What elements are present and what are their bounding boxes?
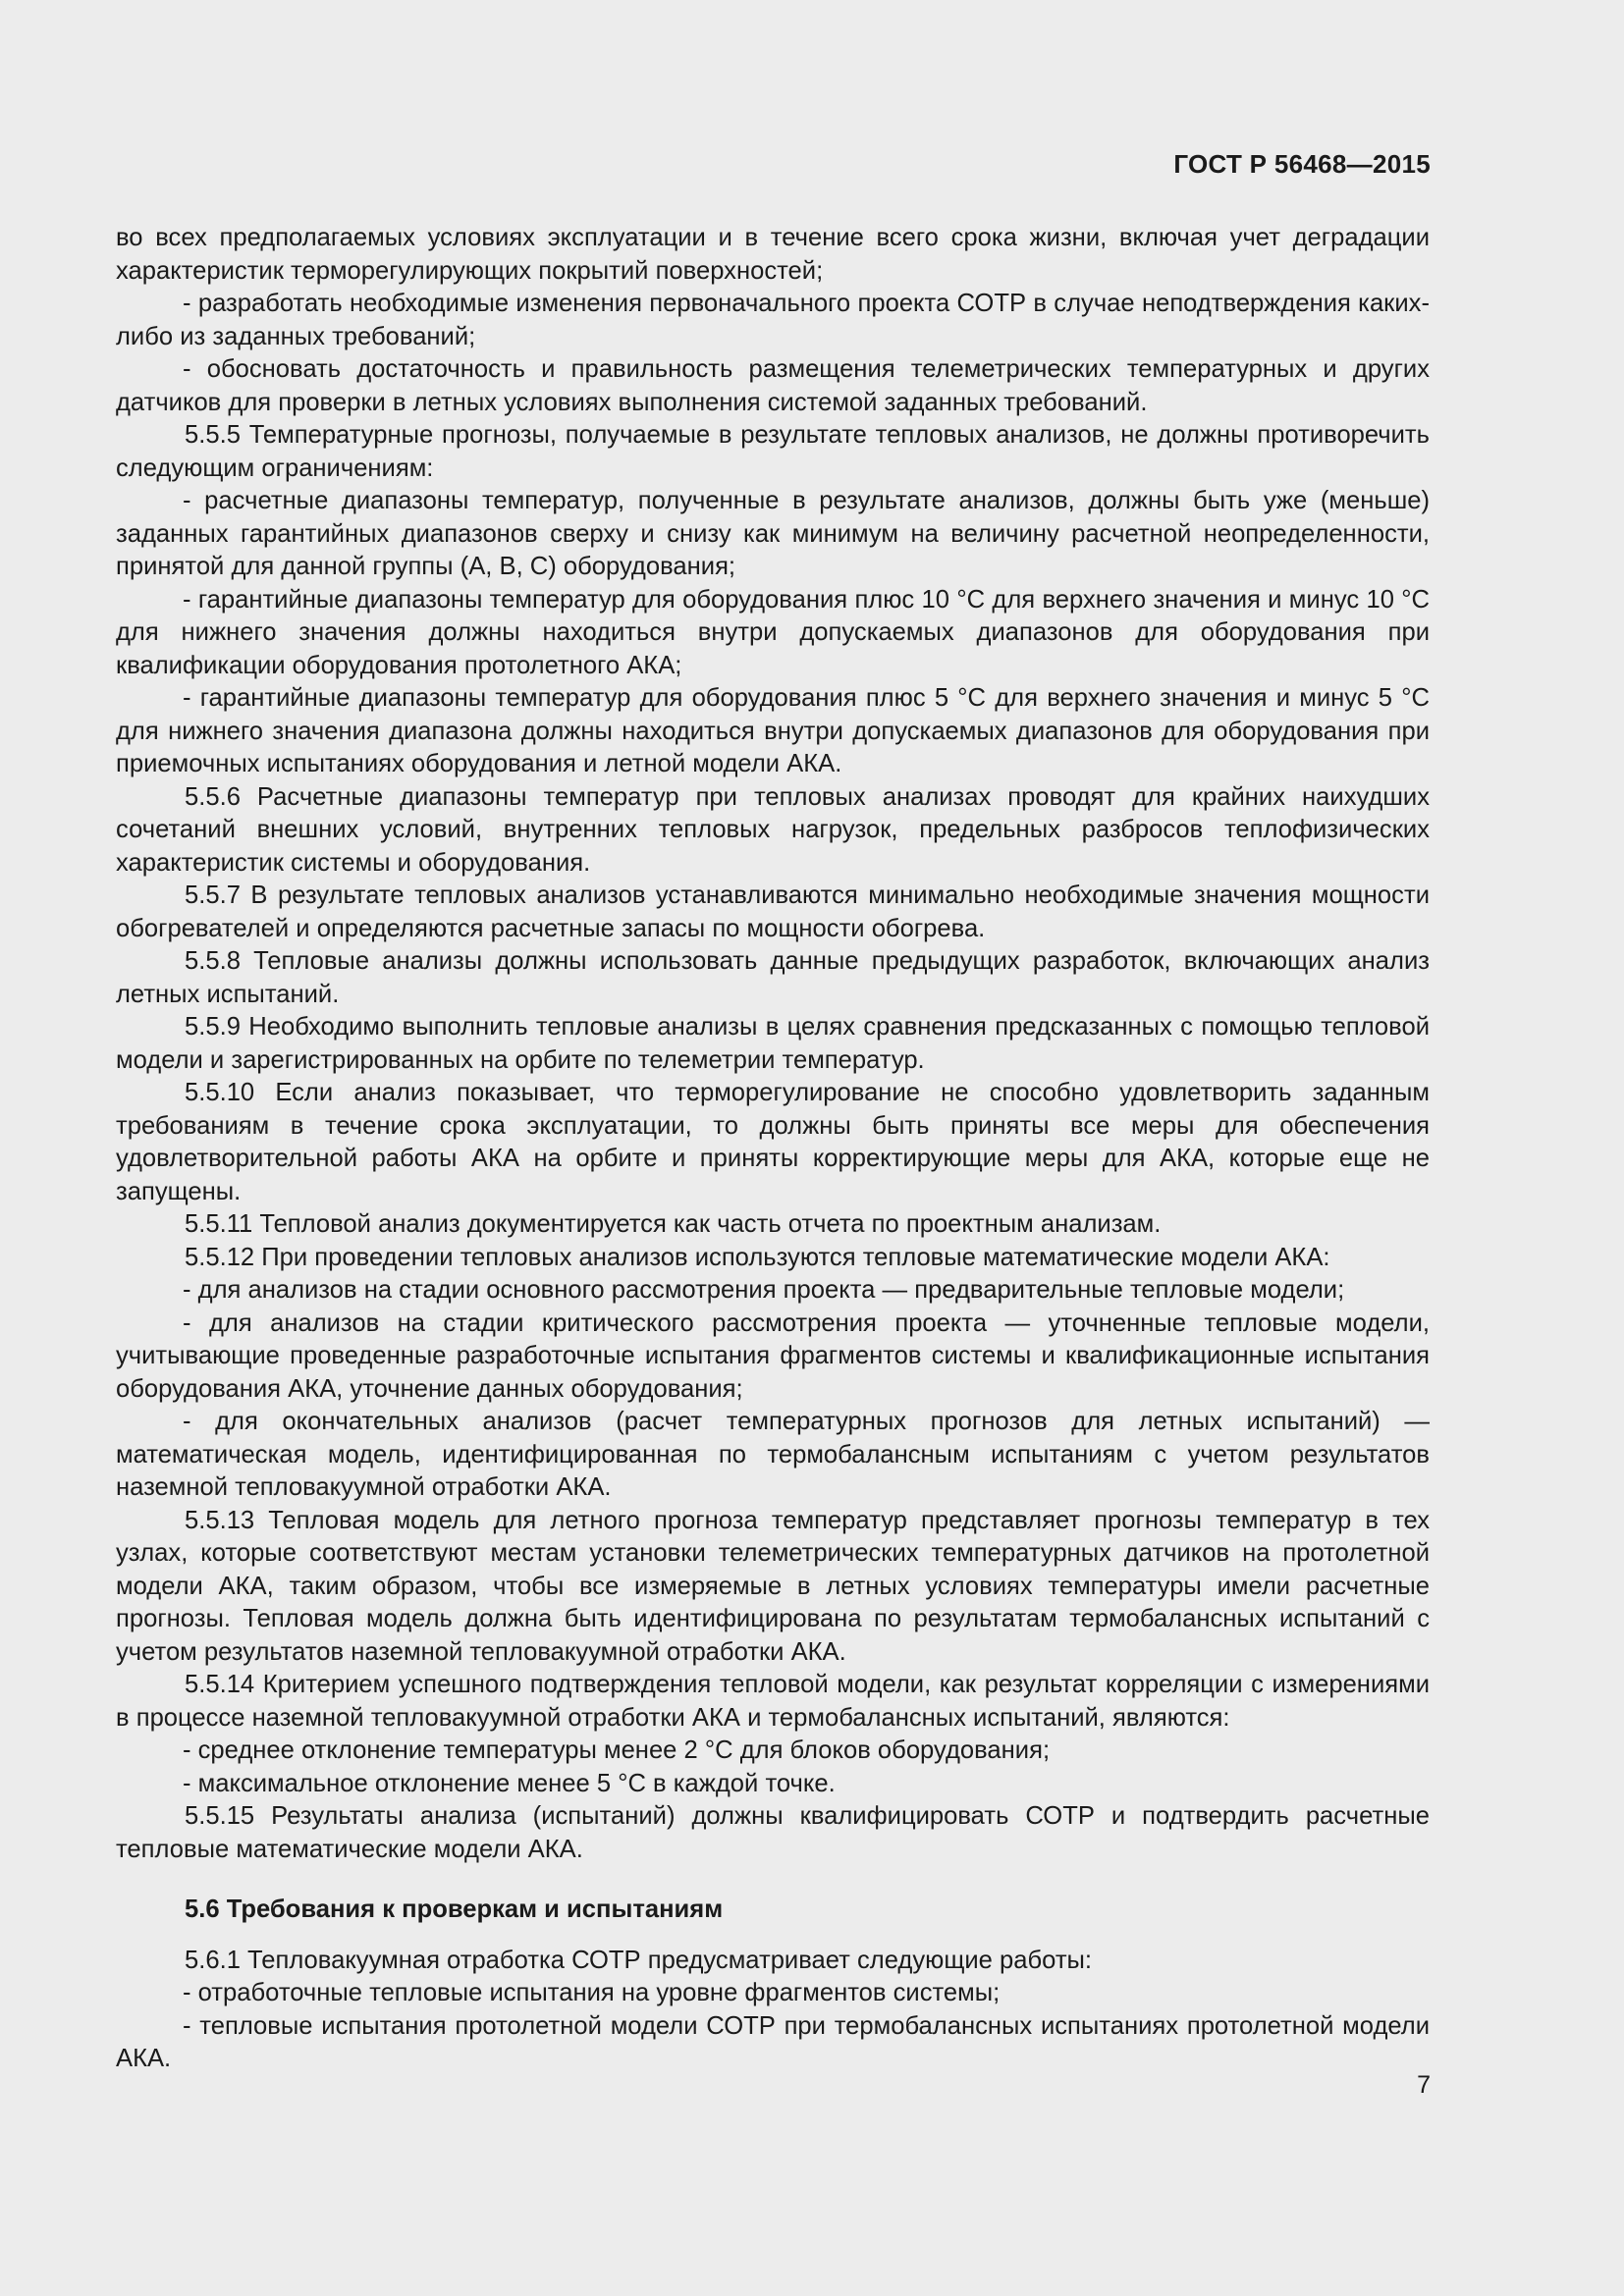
clause-5-6-1: 5.6.1 Тепловакуумная отработка СОТР предусматривает следующие работы: [185,1946,1093,1974]
clause-5-5-14: 5.5.14 Критерием успешного подтверждения тепловой модели, как результат корреляции с измерениями в процессе наземной тепловакуумной отработки АКА и термобалансных испытаний, являются: [116,1671,1430,1732]
list-item: - максимальное отклонение менее 5 °С в каждой точке. [183,1769,836,1797]
clause-5-5-10: 5.5.10 Если анализ показывает, что терморегулирование не способно удовлетворить заданным требованиям в течение срока эксплуатации, то должны быть приняты все меры для обеспечения удовлетворительной работы АКА на орбите и приняты корректирующие меры для АКА, которые еще не запущены. [116,1079,1430,1205]
clause-5-5-5: 5.5.5 Температурные прогнозы, получаемые в результате тепловых анализов, не должны противоречить следующим ограничениям: [116,421,1430,482]
list-item: - тепловые испытания протолетной модели СОТР при термобалансных испытаниях протолетной модели АКА. [116,2011,1430,2072]
list-item: - гарантийные диапазоны температур для оборудования плюс 10 °С для верхнего значения и минус 10 °С для нижнего значения должны находиться внутри допускаемых диапазонов для оборудования при квалификации оборудования протолетного АКА; [116,585,1430,679]
paragraph-continuation: во всех предполагаемых условиях эксплуатации и в течение всего срока жизни, включая учет деградации характеристик терморегулирующих покрытий поверхностей; [116,224,1430,285]
list-item: - для анализов на стадии основного рассмотрения проекта — предварительные тепловые модели; [183,1276,1345,1304]
page-number: 7 [1417,2071,1431,2099]
clause-5-5-12: 5.5.12 При проведении тепловых анализов используются тепловые математические модели АКА: [185,1243,1330,1271]
list-item: - гарантийные диапазоны температур для оборудования плюс 5 °С для верхнего значения и минус 5 °С для нижнего значения диапазона должны находиться внутри допускаемых диапазонов для оборудования при приемочных испытаниях оборудования и летной модели АКА. [116,684,1430,777]
list-item: - для анализов на стадии критического рассмотрения проекта — уточненные тепловые модели, учитывающие проведенные разработочные испытания фрагментов системы и квалификационные испытания оборудования АКА, уточнение данных оборудования; [116,1308,1430,1403]
list-item: - разработать необходимые изменения первоначального проекта СОТР в случае неподтверждения каких-либо из заданных требований; [116,290,1430,350]
list-item: - среднее отклонение температуры менее 2 °С для блоков оборудования; [183,1736,1051,1764]
clause-5-5-8: 5.5.8 Тепловые анализы должны использовать данные предыдущих разработок, включающих анализ летных испытаний. [116,947,1430,1008]
list-item: - отработочные тепловые испытания на уровне фрагментов системы; [183,1979,1001,2006]
clause-5-5-7: 5.5.7 В результате тепловых анализов устанавливаются минимально необходимые значения мощности обогревателей и определяются расчетные запасы по мощности обогрева. [116,881,1430,942]
clause-5-5-11: 5.5.11 Тепловой анализ документируется как часть отчета по проектным анализам. [185,1210,1162,1238]
clause-5-5-13: 5.5.13 Тепловая модель для летного прогноза температур представляет прогнозы температур в тех узлах, которые соответствуют местам установки телеметрических температурных датчиков на протолетной модели АКА, таким образом, чтобы все измеряемые в летных условиях температуры имели расчетные прогнозы. Тепловая модель должна быть идентифицирована по результатам термобалансных испытаний с учетом результатов наземной тепловакуумной отработки АКА. [116,1506,1430,1666]
list-item: - для окончательных анализов (расчет температурных прогнозов для летных испытаний) — математическая модель, идентифицированная по термобалансным испытаниям с учетом результатов наземной тепловакуумной отработки АКА. [116,1408,1430,1501]
page-body [116,222,1430,2076]
section-heading: 5.6 Требования к проверкам и испытаниям [185,1896,724,1923]
clause-5-5-6: 5.5.6 Расчетные диапазоны температур при тепловых анализах проводят для крайних наихудших сочетаний внешних условий, внутренних тепловых нагрузок, предельных разбросов теплофизических характеристик системы и оборудования. [116,782,1430,877]
list-item: - расчетные диапазоны температур, полученные в результате анализов, должны быть уже (меньше) заданных гарантийных диапазонов сверху и снизу как минимум на величину расчетной неопределенности, принятой для данной группы (А, В, С) оборудования; [116,487,1430,580]
clause-5-5-9: 5.5.9 Необходимо выполнить тепловые анализы в целях сравнения предсказанных с помощью тепловой модели и зарегистрированных на орбите по телеметрии температур. [116,1013,1430,1074]
clause-5-5-15: 5.5.15 Результаты анализа (испытаний) должны квалифицировать СОТР и подтвердить расчетные тепловые математические модели АКА. [116,1802,1430,1863]
document-code-header: ГОСТ Р 56468—2015 [1173,149,1431,179]
list-item: - обосновать достаточность и правильность размещения телеметрических температурных и других датчиков для проверки в летных условиях выполнения системой заданных требований. [116,355,1430,416]
